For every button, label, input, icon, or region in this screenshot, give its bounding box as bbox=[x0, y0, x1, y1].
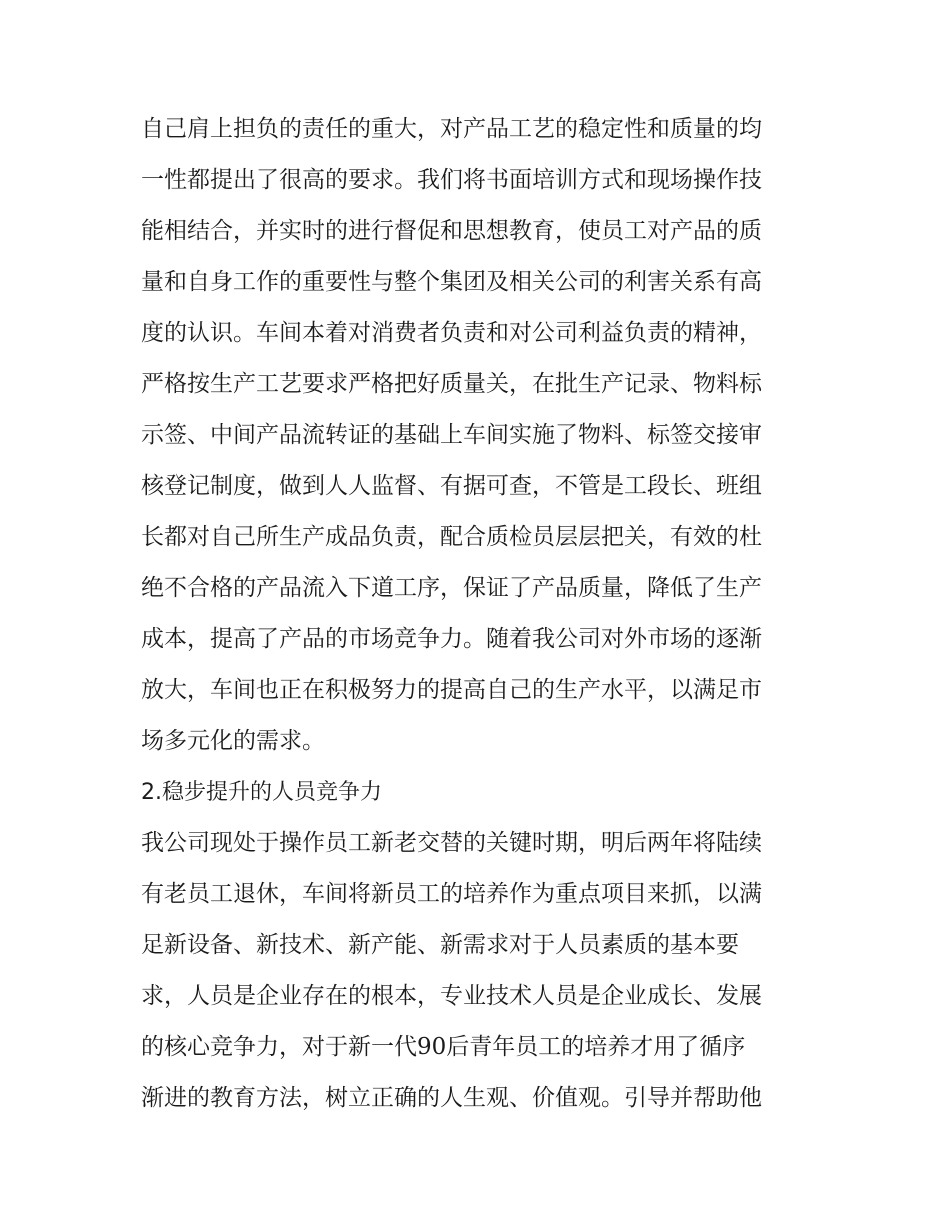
text-line: 核登记制度，做到人人监督、有据可查，不管是工段长、班组 bbox=[141, 473, 762, 499]
text-line: 成本，提高了产品的市场竞争力。随着我公司对外市场的逐渐 bbox=[141, 626, 762, 652]
text-line: 放大，车间也正在积极努力的提高自己的生产水平，以满足市 bbox=[141, 677, 762, 703]
text-line: 自己肩上担负的责任的重大，对产品工艺的稳定性和质量的均 bbox=[141, 116, 762, 142]
text-line: 求，人员是企业存在的根本，专业技术人员是企业成长、发展 bbox=[141, 983, 762, 1009]
section-heading: 2.稳步提升的人员竞争力 bbox=[141, 780, 382, 805]
text-line: 我公司现处于操作员工新老交替的关键时期，明后两年将陆续 bbox=[141, 830, 762, 856]
text-line: 绝不合格的产品流入下道工序，保证了产品质量，降低了生产 bbox=[141, 575, 762, 601]
text-line: 度的认识。车间本着对消费者负责和对公司利益负责的精神， bbox=[141, 320, 762, 346]
text-line: 有老员工退休，车间将新员工的培养作为重点项目来抓，以满 bbox=[141, 881, 762, 907]
text-line: 严格按生产工艺要求严格把好质量关，在批生产记录、物料标 bbox=[141, 371, 762, 397]
text-line: 渐进的教育方法，树立正确的人生观、价值观。引导并帮助他 bbox=[141, 1085, 762, 1111]
text-line: 场多元化的需求。 bbox=[141, 728, 325, 754]
text-line: 长都对自己所生产成品负责，配合质检员层层把关，有效的杜 bbox=[141, 524, 762, 550]
text-line: 足新设备、新技术、新产能、新需求对于人员素质的基本要 bbox=[141, 932, 739, 958]
text-line: 的核心竞争力，对于新一代90后青年员工的培养才用了循序 bbox=[141, 1034, 746, 1060]
text-line: 量和自身工作的重要性与整个集团及相关公司的利害关系有高 bbox=[141, 269, 762, 295]
text-line: 一性都提出了很高的要求。我们将书面培训方式和现场操作技 bbox=[141, 167, 762, 193]
text-line: 能相结合，并实时的进行督促和思想教育，使员工对产品的质 bbox=[141, 218, 762, 244]
document-body bbox=[141, 104, 813, 1124]
text-line: 示签、中间产品流转证的基础上车间实施了物料、标签交接审 bbox=[141, 422, 762, 448]
